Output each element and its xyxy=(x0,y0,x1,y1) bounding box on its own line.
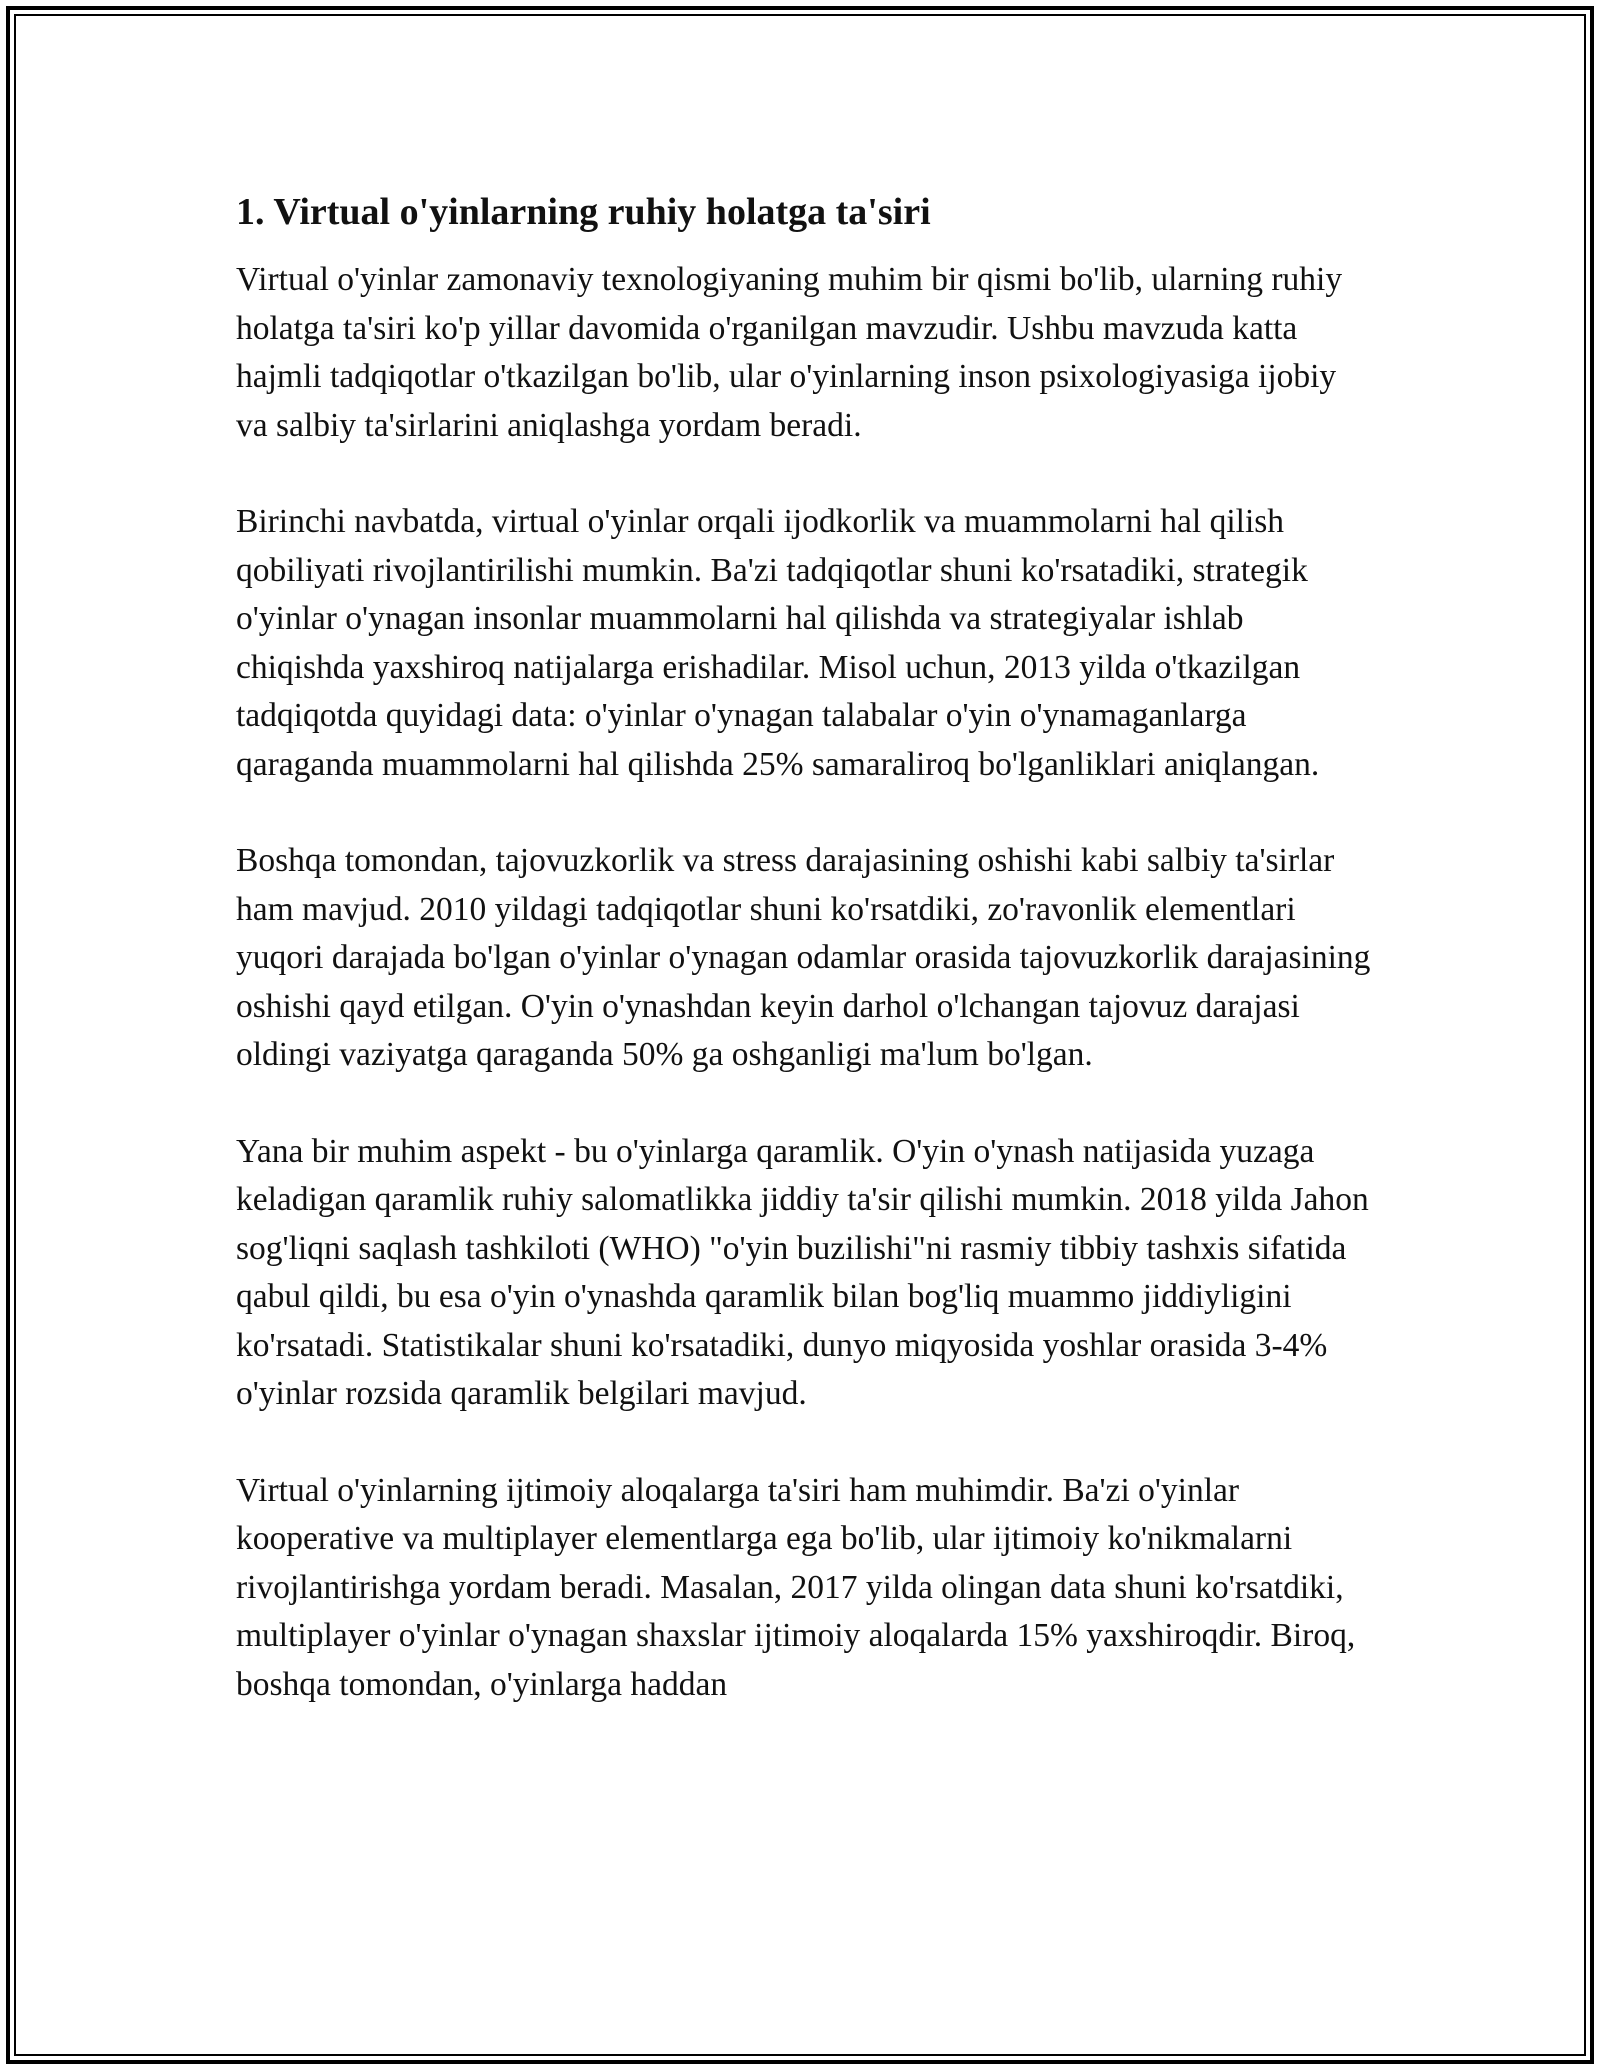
paragraph-creativity: Birinchi navbatda, virtual o'yinlar orqali ijodkorlik va muammolarni hal qilish qobiliyati rivojlantirilishi mumkin. Ba'zi tadqiqotlar shuni ko'rsatadiki, strategik o'yinlar o'ynagan insonlar muammolarni hal qilishda va strategiyalar ishlab chiqishda yaxshiroq natijalarga erishadilar. Misol uchun, 2013 yilda o'tkazilgan tadqiqotda quyidagi data: o'yinlar o'ynagan talabalar o'yin o'ynamaganlarga qaraganda muammolarni hal qilishda 25% samaraliroq bo'lganliklari aniqlangan. xyxy=(236,503,1320,783)
section-heading: 1. Virtual o'yinlarning ruhiy holatga ta'siri xyxy=(236,191,931,233)
paragraph-social: Virtual o'yinlarning ijtimoiy aloqalarga ta'siri ham muhimdir. Ba'zi o'yinlar kooperative va multiplayer elementlarga ega bo'lib, ular ijtimoiy ko'nikmalarni rivojlantirishga yordam beradi. Masalan, 2017 yilda olingan data shuni ko'rsatdiki, multiplayer o'yinlar o'ynagan shaxslar ijtimoiy aloqalarda 15% yaxshiroqdir. Biroq, boshqa tomondan, o'yinlarga haddan xyxy=(236,1471,1356,1703)
paragraph-aggression: Boshqa tomondan, tajovuzkorlik va stress darajasining oshishi kabi salbiy ta'sirlar ham mavjud. 2010 yildagi tadqiqotlar shuni ko'rsatdiki, zo'ravonlik elementlari yuqori darajada bo'lgan o'yinlar o'ynagan odamlar orasida tajovuzkorlik darajasining oshishi qayd etilgan. O'yin o'ynashdan keyin darhol o'lchangan tajovuz darajasi oldingi vaziyatga qaraganda 50% ga oshganligi ma'lum bo'lgan. xyxy=(236,842,1371,1073)
paragraph-intro: Virtual o'yinlar zamonaviy texnologiyaning muhim bir qismi bo'lib, ularning ruhiy holatga ta'siri ko'p yillar davomida o'rganilgan mavzudir. Ushbu mavzuda katta hajmli tadqiqotlar o'tkazilgan bo'lib, ular o'yinlarning inson psixologiyasiga ijobiy va salbiy ta'sirlarini aniqlashga yordam beradi. xyxy=(236,261,1343,444)
paragraph-addiction: Yana bir muhim aspekt - bu o'yinlarga qaramlik. O'yin o'ynash natijasida yuzaga keladigan qaramlik ruhiy salomatlikka jiddiy ta'sir qilishi mumkin. 2018 yilda Jahon sog'liqni saqlash tashkiloti (WHO) "o'yin buzilishi"ni rasmiy tibbiy tashxis sifatida qabul qildi, bu esa o'yin o'ynashda qaramlik bilan bog'liq muammo jiddiyligini ko'rsatadi. Statistikalar shuni ko'rsatadiki, dunyo miqyosida yoshlar orasida 3-4% o'yinlar rozsida qaramlik belgilari mavjud. xyxy=(236,1132,1369,1412)
document-body xyxy=(236,188,1376,1757)
